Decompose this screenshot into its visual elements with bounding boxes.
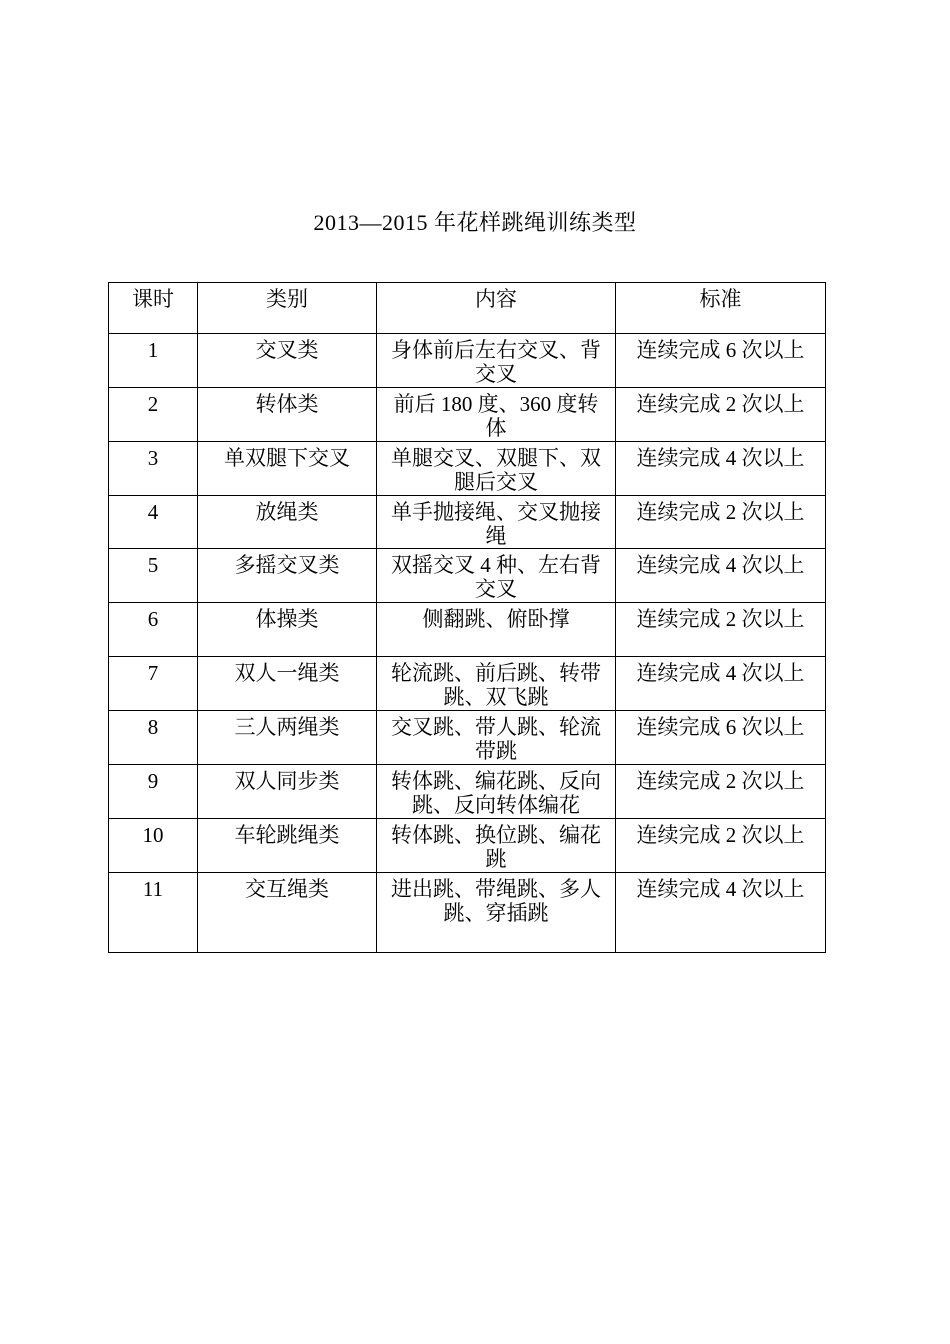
table-row bbox=[109, 657, 826, 711]
table-row bbox=[109, 603, 826, 657]
cell-content: 单腿交叉、双腿下、双腿后交叉 bbox=[377, 442, 616, 496]
cell-standard: 连续完成 4 次以上 bbox=[616, 549, 826, 603]
cell-content: 单手抛接绳、交叉抛接绳 bbox=[377, 496, 616, 549]
cell-category: 交叉类 bbox=[198, 334, 377, 388]
table-row bbox=[109, 873, 826, 953]
cell-content: 转体跳、换位跳、编花跳 bbox=[377, 819, 616, 873]
header-standard: 标准 bbox=[616, 283, 826, 334]
cell-lesson: 5 bbox=[109, 549, 198, 603]
cell-lesson: 3 bbox=[109, 442, 198, 496]
cell-content: 交叉跳、带人跳、轮流带跳 bbox=[377, 711, 616, 765]
cell-standard: 连续完成 2 次以上 bbox=[616, 765, 826, 819]
cell-lesson: 10 bbox=[109, 819, 198, 873]
cell-category: 三人两绳类 bbox=[198, 711, 377, 765]
cell-category: 放绳类 bbox=[198, 496, 377, 549]
cell-lesson: 8 bbox=[109, 711, 198, 765]
table-header-row bbox=[109, 283, 826, 334]
table-row bbox=[109, 496, 826, 549]
cell-standard: 连续完成 4 次以上 bbox=[616, 873, 826, 953]
cell-lesson: 6 bbox=[109, 603, 198, 657]
cell-category: 多摇交叉类 bbox=[198, 549, 377, 603]
cell-standard: 连续完成 2 次以上 bbox=[616, 496, 826, 549]
cell-lesson: 4 bbox=[109, 496, 198, 549]
cell-lesson: 2 bbox=[109, 388, 198, 442]
cell-content: 轮流跳、前后跳、转带跳、双飞跳 bbox=[377, 657, 616, 711]
training-types-table bbox=[108, 282, 826, 953]
header-category: 类别 bbox=[198, 283, 377, 334]
cell-lesson: 7 bbox=[109, 657, 198, 711]
table-row bbox=[109, 819, 826, 873]
table-row bbox=[109, 388, 826, 442]
cell-standard: 连续完成 4 次以上 bbox=[616, 442, 826, 496]
cell-category: 转体类 bbox=[198, 388, 377, 442]
cell-category: 车轮跳绳类 bbox=[198, 819, 377, 873]
cell-standard: 连续完成 4 次以上 bbox=[616, 657, 826, 711]
cell-standard: 连续完成 6 次以上 bbox=[616, 334, 826, 388]
cell-content: 侧翻跳、俯卧撑 bbox=[377, 603, 616, 657]
cell-standard: 连续完成 2 次以上 bbox=[616, 388, 826, 442]
cell-category: 交互绳类 bbox=[198, 873, 377, 953]
cell-lesson: 9 bbox=[109, 765, 198, 819]
page-title: 2013—2015 年花样跳绳训练类型 bbox=[313, 210, 637, 235]
header-lesson: 课时 bbox=[109, 283, 198, 334]
cell-content: 身体前后左右交叉、背交叉 bbox=[377, 334, 616, 388]
table-row bbox=[109, 549, 826, 603]
header-content: 内容 bbox=[377, 283, 616, 334]
table-row bbox=[109, 442, 826, 496]
cell-standard: 连续完成 6 次以上 bbox=[616, 711, 826, 765]
table-row bbox=[109, 765, 826, 819]
cell-content: 转体跳、编花跳、反向跳、反向转体编花 bbox=[377, 765, 616, 819]
cell-content: 双摇交叉 4 种、左右背交叉 bbox=[377, 549, 616, 603]
cell-content: 进出跳、带绳跳、多人跳、穿插跳 bbox=[377, 873, 616, 953]
cell-lesson: 1 bbox=[109, 334, 198, 388]
cell-category: 单双腿下交叉 bbox=[198, 442, 377, 496]
cell-standard: 连续完成 2 次以上 bbox=[616, 603, 826, 657]
table-row bbox=[109, 711, 826, 765]
cell-category: 双人一绳类 bbox=[198, 657, 377, 711]
cell-lesson: 11 bbox=[109, 873, 198, 953]
cell-category: 双人同步类 bbox=[198, 765, 377, 819]
cell-content: 前后 180 度、360 度转体 bbox=[377, 388, 616, 442]
table-row bbox=[109, 334, 826, 388]
cell-category: 体操类 bbox=[198, 603, 377, 657]
cell-standard: 连续完成 2 次以上 bbox=[616, 819, 826, 873]
